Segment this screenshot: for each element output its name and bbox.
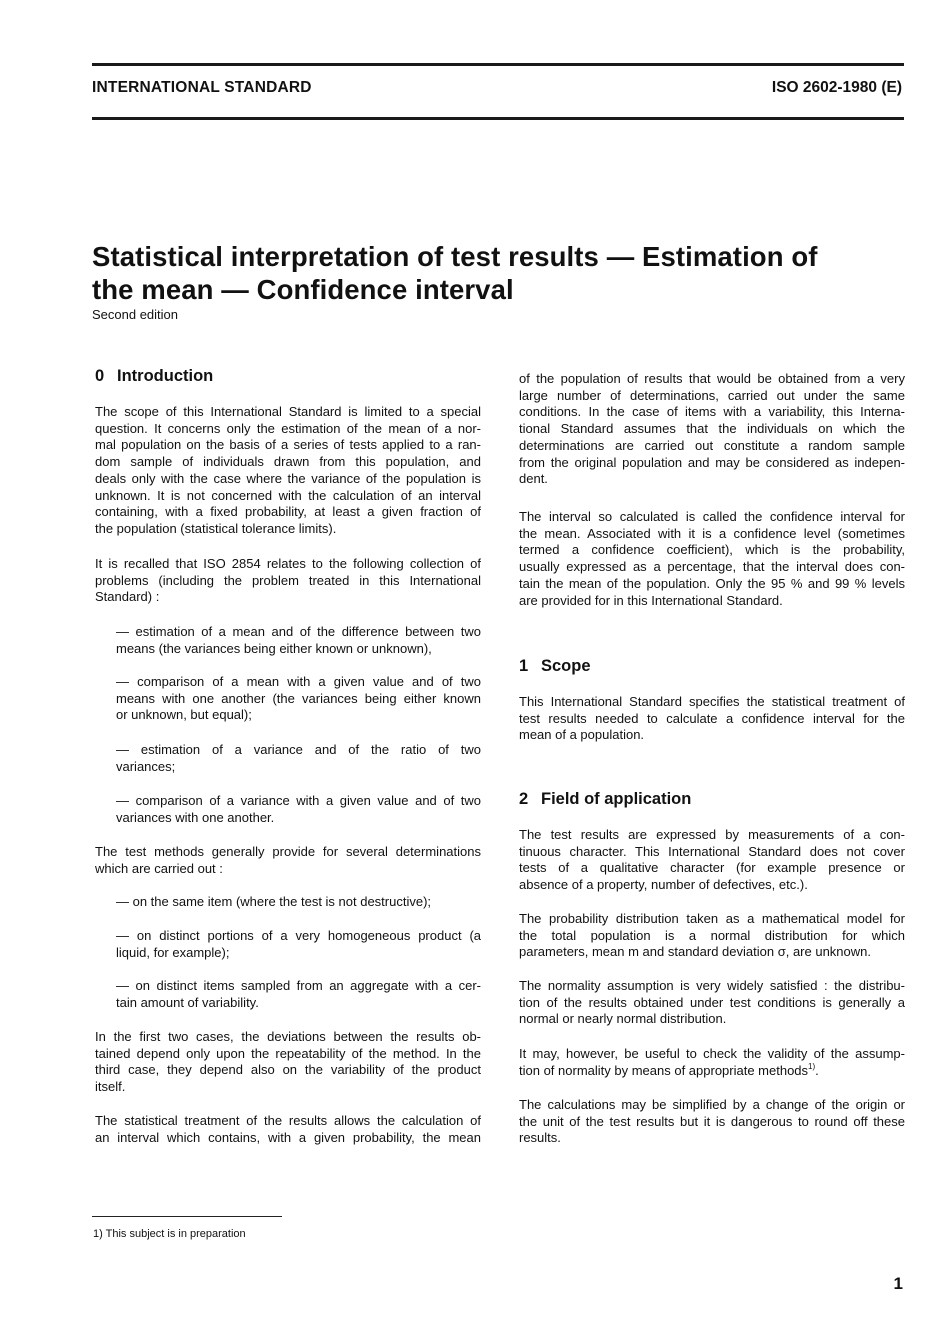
list-item (95, 928, 481, 961)
text-line: — comparison of a mean with a given value and of two (116, 674, 481, 689)
text-line: It is recalled that ISO 2854 relates to the following collection of (95, 556, 481, 571)
text-line: dom sample of individuals drawn from this population, and (95, 454, 481, 470)
text-line: tional Standard assumes that the individuals on which the (519, 421, 905, 437)
list-item (95, 894, 481, 911)
text-line: itself. (95, 1079, 126, 1095)
title-line-2: the mean — Confidence interval (92, 274, 514, 305)
header-bottom-rule (92, 117, 904, 120)
text-fragment: tion of normality by means of appropriate methods (519, 1062, 809, 1078)
text-line: third case, they depend also on the variability of the product (95, 1062, 481, 1078)
text-line: The normality assumption is very widely satisfied : the distribu- (519, 978, 905, 993)
text-line: determinations are carried out constitute a random sample (519, 437, 905, 453)
field-paragraph-4 (519, 1046, 905, 1079)
list-item (95, 978, 481, 1011)
text-line: The statistical treatment of the results allows the calculation of (95, 1113, 481, 1128)
text-line: mean of a population. (519, 727, 645, 743)
section-title: Scope (541, 657, 591, 675)
text-line: from the original population and may be considered as indepen- (519, 454, 905, 470)
list-item (95, 624, 481, 657)
text-line: the total population is a normal distribution for which (519, 927, 905, 943)
list-item (95, 793, 481, 826)
intro-paragraph-2 (95, 556, 481, 606)
text-line: problems (including the problem treated in this International (95, 572, 481, 588)
text-line: — comparison of a variance with a given value and of two (116, 793, 481, 808)
text-line: of the population of results that would be obtained from a very (519, 371, 905, 386)
text-line: In the first two cases, the deviations between the results ob- (95, 1029, 481, 1044)
standard-number: ISO 2602-1980 (E) (771, 79, 902, 96)
scope-paragraph (519, 694, 905, 744)
text-line: test results needed to calculate a confidence interval for the (519, 710, 905, 726)
text-line: — estimation of a mean and of the difference between two (116, 624, 481, 639)
text-line: normal or nearly normal distribution. (519, 1011, 727, 1027)
edition-note: Second edition (92, 307, 179, 322)
text-line: usually expressed as a percentage, that the interval does con- (519, 559, 905, 575)
text-line: termed a confidence coefficient), which is the probability, (519, 542, 905, 558)
text-line: — on distinct portions of a very homogeneous product (a (116, 928, 481, 943)
text-line: parameters, mean m and standard deviation σ, are unknown. (519, 944, 871, 960)
field-paragraph-5 (519, 1097, 905, 1147)
text-line: an interval which contains, with a given probability, the mean (95, 1129, 481, 1145)
intro-paragraph-3 (95, 844, 481, 877)
section-title: Introduction (117, 367, 214, 385)
intro-paragraph-7 (519, 509, 905, 609)
text-line: absence of a property, number of defectives, etc.). (519, 877, 808, 893)
text-line: — on distinct items sampled from an aggregate with a cer- (116, 978, 481, 993)
section-number: 2 (519, 790, 529, 808)
text-fragment: . (815, 1062, 819, 1078)
text-line: unknown. It is not concerned with the calculation of an interval (95, 487, 481, 503)
section-0-heading (95, 368, 213, 385)
footnote-rule (92, 1216, 282, 1217)
text-line (519, 1063, 905, 1080)
text-line: conditions. In the case of items with a variability, this Interna- (519, 404, 905, 420)
text-line: — estimation of a variance and of the ratio of two (116, 742, 481, 757)
text-line: means (the variances being either known or unknown), (116, 640, 432, 656)
header-top-rule (92, 63, 904, 66)
text-line: It may, however, be useful to check the validity of the assump- (519, 1046, 905, 1061)
text-line: The probability distribution taken as a mathematical model for (519, 911, 905, 926)
section-2-heading (519, 791, 691, 808)
text-line: — on the same item (where the test is not destructive); (116, 894, 432, 909)
footnote: 1) This subject is in preparation (93, 1228, 246, 1240)
list-item (95, 742, 481, 775)
text-line: results. (519, 1130, 561, 1146)
text-line: mal population on the basis of a series of tests applied to a ran- (95, 437, 481, 453)
text-line: Standard) : (95, 589, 160, 605)
text-line: question. It concerns only the estimation of the mean of a nor- (95, 420, 481, 436)
list-item (95, 674, 481, 724)
text-line: tain the mean of the population. Only the 95 % and 99 % levels (519, 575, 905, 591)
intro-paragraph-4 (95, 1029, 481, 1096)
field-paragraph-1 (519, 827, 905, 894)
text-line: tained depend only upon the repeatability of the method. In the (95, 1045, 481, 1061)
text-line: The test results are expressed by measurements of a con- (519, 827, 905, 842)
text-line: the mean. Associated with it is a confidence level (sometimes (519, 525, 905, 541)
text-line: This International Standard specifies the statistical treatment of (519, 694, 905, 709)
text-line: the population (statistical tolerance limits). (95, 520, 337, 536)
document-type: INTERNATIONAL STANDARD (92, 79, 312, 96)
section-1-heading (519, 658, 591, 675)
text-line: are provided for in this International Standard. (519, 592, 783, 608)
title-line-1: Statistical interpretation of test results — Estimation of (92, 241, 818, 272)
text-line: deals only with the case where the variance of the population is (95, 470, 481, 486)
text-line: or unknown, but equal); (116, 707, 252, 723)
text-line: tion of the results obtained under test conditions is generally a (519, 994, 905, 1010)
footnote-reference: 1) (808, 1061, 816, 1071)
text-line: dent. (519, 471, 548, 487)
field-paragraph-3 (519, 978, 905, 1028)
text-line: The scope of this International Standard is limited to a special (95, 404, 481, 419)
text-line: tests of a qualitative character (for example presence or (519, 860, 905, 876)
text-line: variances; (116, 758, 176, 774)
field-paragraph-2 (519, 911, 905, 961)
section-title: Field of application (541, 790, 692, 808)
text-line: means with one another (the variances being either known (116, 690, 481, 706)
text-line: the unit of the test results but it is dangerous to round off these (519, 1113, 905, 1129)
text-line: large number of determinations, carried out under the same (519, 387, 905, 403)
text-line: variances with one another. (116, 809, 275, 825)
text-line: tain amount of variability. (116, 994, 259, 1010)
intro-paragraph-6 (519, 371, 905, 488)
text-line: The test methods generally provide for several determinations (95, 844, 481, 859)
document-title (92, 240, 904, 306)
text-line: The calculations may be simplified by a change of the origin or (519, 1097, 905, 1112)
text-line: liquid, for example); (116, 944, 230, 960)
page-number: 1 (893, 1274, 903, 1293)
text-line: containing, with a fixed probability, at least a given fraction of (95, 504, 481, 520)
text-line: The interval so calculated is called the confidence interval for (519, 509, 905, 524)
section-number: 1 (519, 657, 529, 675)
intro-paragraph-1 (95, 404, 481, 538)
text-line: which are carried out : (95, 860, 223, 876)
intro-paragraph-5 (95, 1113, 481, 1146)
text-line: tinuous character. This International Standard does not cover (519, 843, 905, 859)
section-number: 0 (95, 367, 105, 385)
